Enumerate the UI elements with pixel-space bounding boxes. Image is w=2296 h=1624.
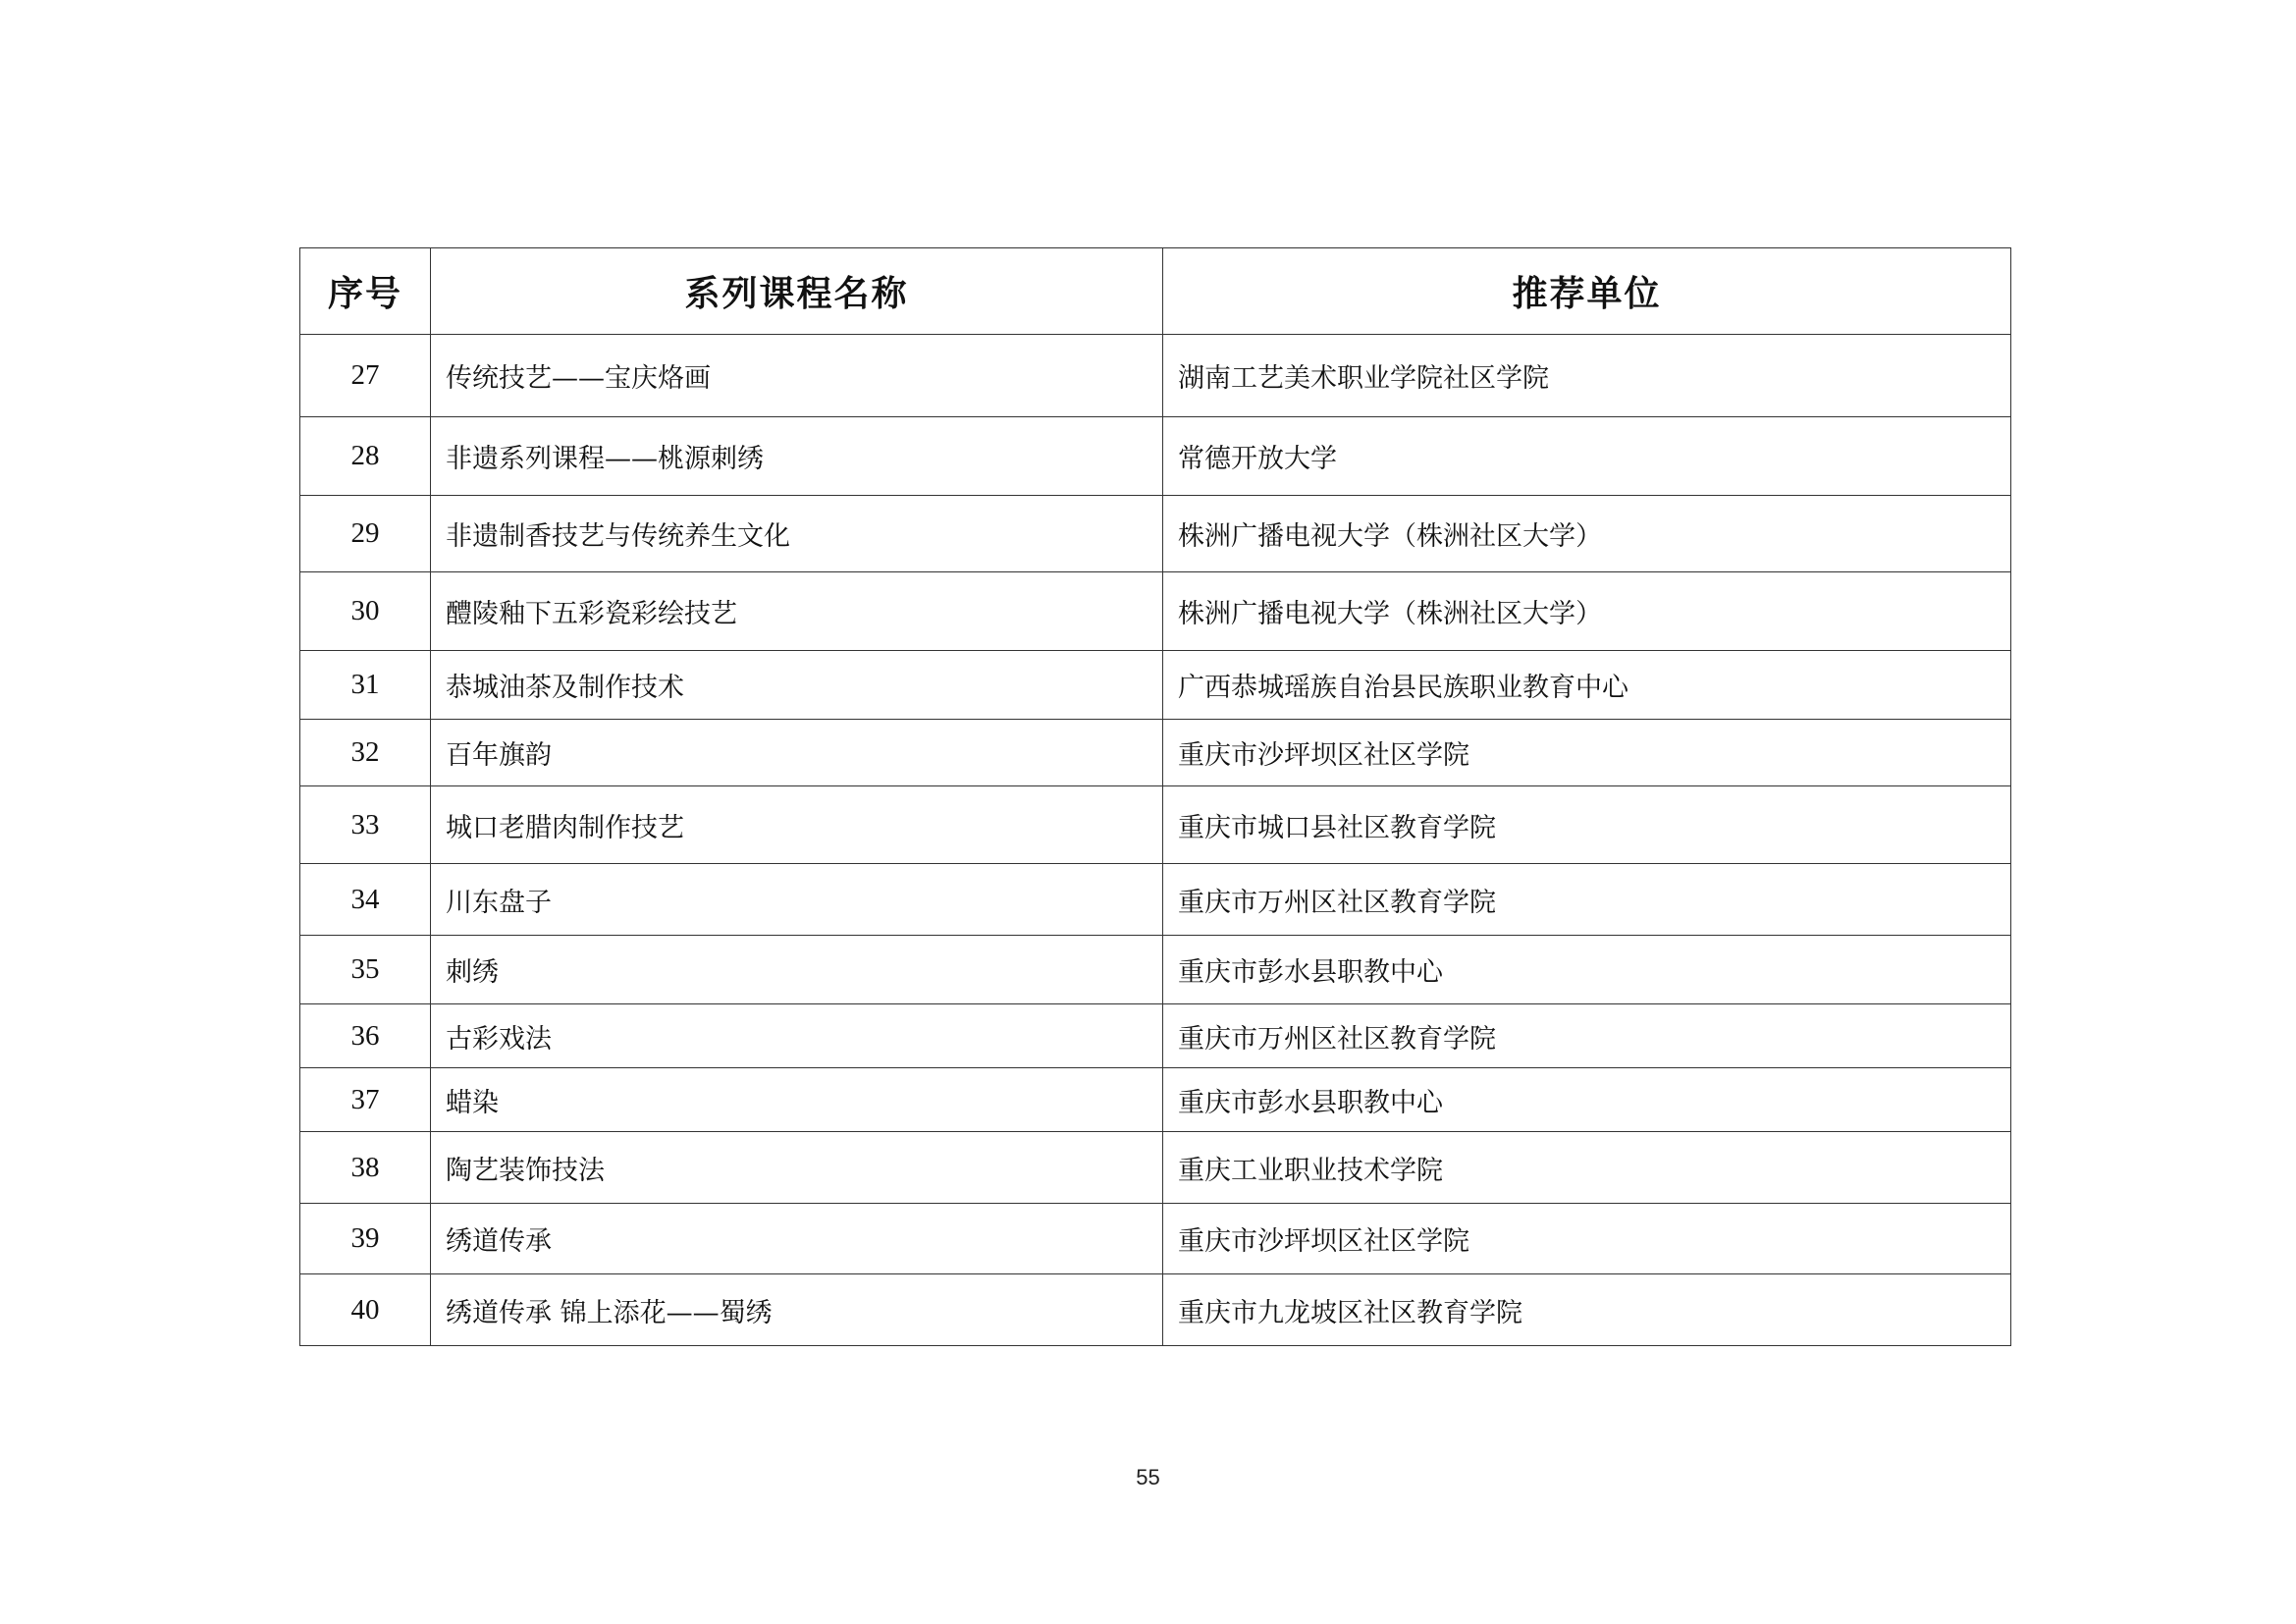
serial-number-cell: 33 [300, 786, 431, 864]
header-serial-number: 序号 [300, 248, 431, 335]
course-name-cell: 陶艺装饰技法 [431, 1132, 1163, 1204]
table-row [300, 1274, 2011, 1346]
table-row [300, 1204, 2011, 1274]
course-name-cell: 醴陵釉下五彩瓷彩绘技艺 [431, 572, 1163, 651]
serial-number-cell: 35 [300, 936, 431, 1004]
serial-number-cell: 32 [300, 720, 431, 786]
page-number: 55 [1136, 1465, 1160, 1489]
serial-number-cell: 28 [300, 417, 431, 496]
course-name-cell: 蜡染 [431, 1068, 1163, 1132]
recommending-unit-cell: 重庆市万州区社区教育学院 [1163, 864, 2011, 936]
table-row [300, 720, 2011, 786]
serial-number-cell: 29 [300, 496, 431, 572]
table-row [300, 864, 2011, 936]
recommending-unit-cell: 重庆市城口县社区教育学院 [1163, 786, 2011, 864]
serial-number-cell: 30 [300, 572, 431, 651]
table-header-row [300, 248, 2011, 335]
serial-number-cell: 36 [300, 1004, 431, 1068]
recommending-unit-cell: 湖南工艺美术职业学院社区学院 [1163, 335, 2011, 417]
recommending-unit-cell: 重庆市彭水县职教中心 [1163, 936, 2011, 1004]
course-name-cell: 绣道传承 锦上添花——蜀绣 [431, 1274, 1163, 1346]
course-name-cell: 非遗系列课程——桃源刺绣 [431, 417, 1163, 496]
serial-number-cell: 34 [300, 864, 431, 936]
course-name-cell: 川东盘子 [431, 864, 1163, 936]
table-row [300, 1132, 2011, 1204]
table-row [300, 572, 2011, 651]
recommending-unit-cell: 株洲广播电视大学（株洲社区大学） [1163, 496, 2011, 572]
course-name-cell: 非遗制香技艺与传统养生文化 [431, 496, 1163, 572]
recommending-unit-cell: 重庆市万州区社区教育学院 [1163, 1004, 2011, 1068]
course-name-cell: 刺绣 [431, 936, 1163, 1004]
serial-number-cell: 39 [300, 1204, 431, 1274]
course-name-cell: 绣道传承 [431, 1204, 1163, 1274]
course-name-cell: 百年旗韵 [431, 720, 1163, 786]
course-name-cell: 古彩戏法 [431, 1004, 1163, 1068]
recommending-unit-cell: 株洲广播电视大学（株洲社区大学） [1163, 572, 2011, 651]
serial-number-cell: 37 [300, 1068, 431, 1132]
recommending-unit-cell: 广西恭城瑶族自治县民族职业教育中心 [1163, 651, 2011, 720]
table-row [300, 936, 2011, 1004]
table-row [300, 496, 2011, 572]
recommending-unit-cell: 重庆市彭水县职教中心 [1163, 1068, 2011, 1132]
table-row [300, 1004, 2011, 1068]
table-row [300, 335, 2011, 417]
table-row [300, 651, 2011, 720]
course-name-cell: 城口老腊肉制作技艺 [431, 786, 1163, 864]
header-recommending-unit: 推荐单位 [1163, 248, 2011, 335]
serial-number-cell: 40 [300, 1274, 431, 1346]
header-course-name: 系列课程名称 [431, 248, 1163, 335]
table-row [300, 786, 2011, 864]
course-name-cell: 恭城油茶及制作技术 [431, 651, 1163, 720]
recommending-unit-cell: 重庆市沙坪坝区社区学院 [1163, 720, 2011, 786]
course-name-cell: 传统技艺——宝庆烙画 [431, 335, 1163, 417]
recommending-unit-cell: 重庆工业职业技术学院 [1163, 1132, 2011, 1204]
serial-number-cell: 27 [300, 335, 431, 417]
recommending-unit-cell: 重庆市九龙坡区社区教育学院 [1163, 1274, 2011, 1346]
recommending-unit-cell: 常德开放大学 [1163, 417, 2011, 496]
table-row [300, 417, 2011, 496]
table-row [300, 1068, 2011, 1132]
serial-number-cell: 38 [300, 1132, 431, 1204]
recommending-unit-cell: 重庆市沙坪坝区社区学院 [1163, 1204, 2011, 1274]
course-table [299, 247, 2011, 1346]
serial-number-cell: 31 [300, 651, 431, 720]
